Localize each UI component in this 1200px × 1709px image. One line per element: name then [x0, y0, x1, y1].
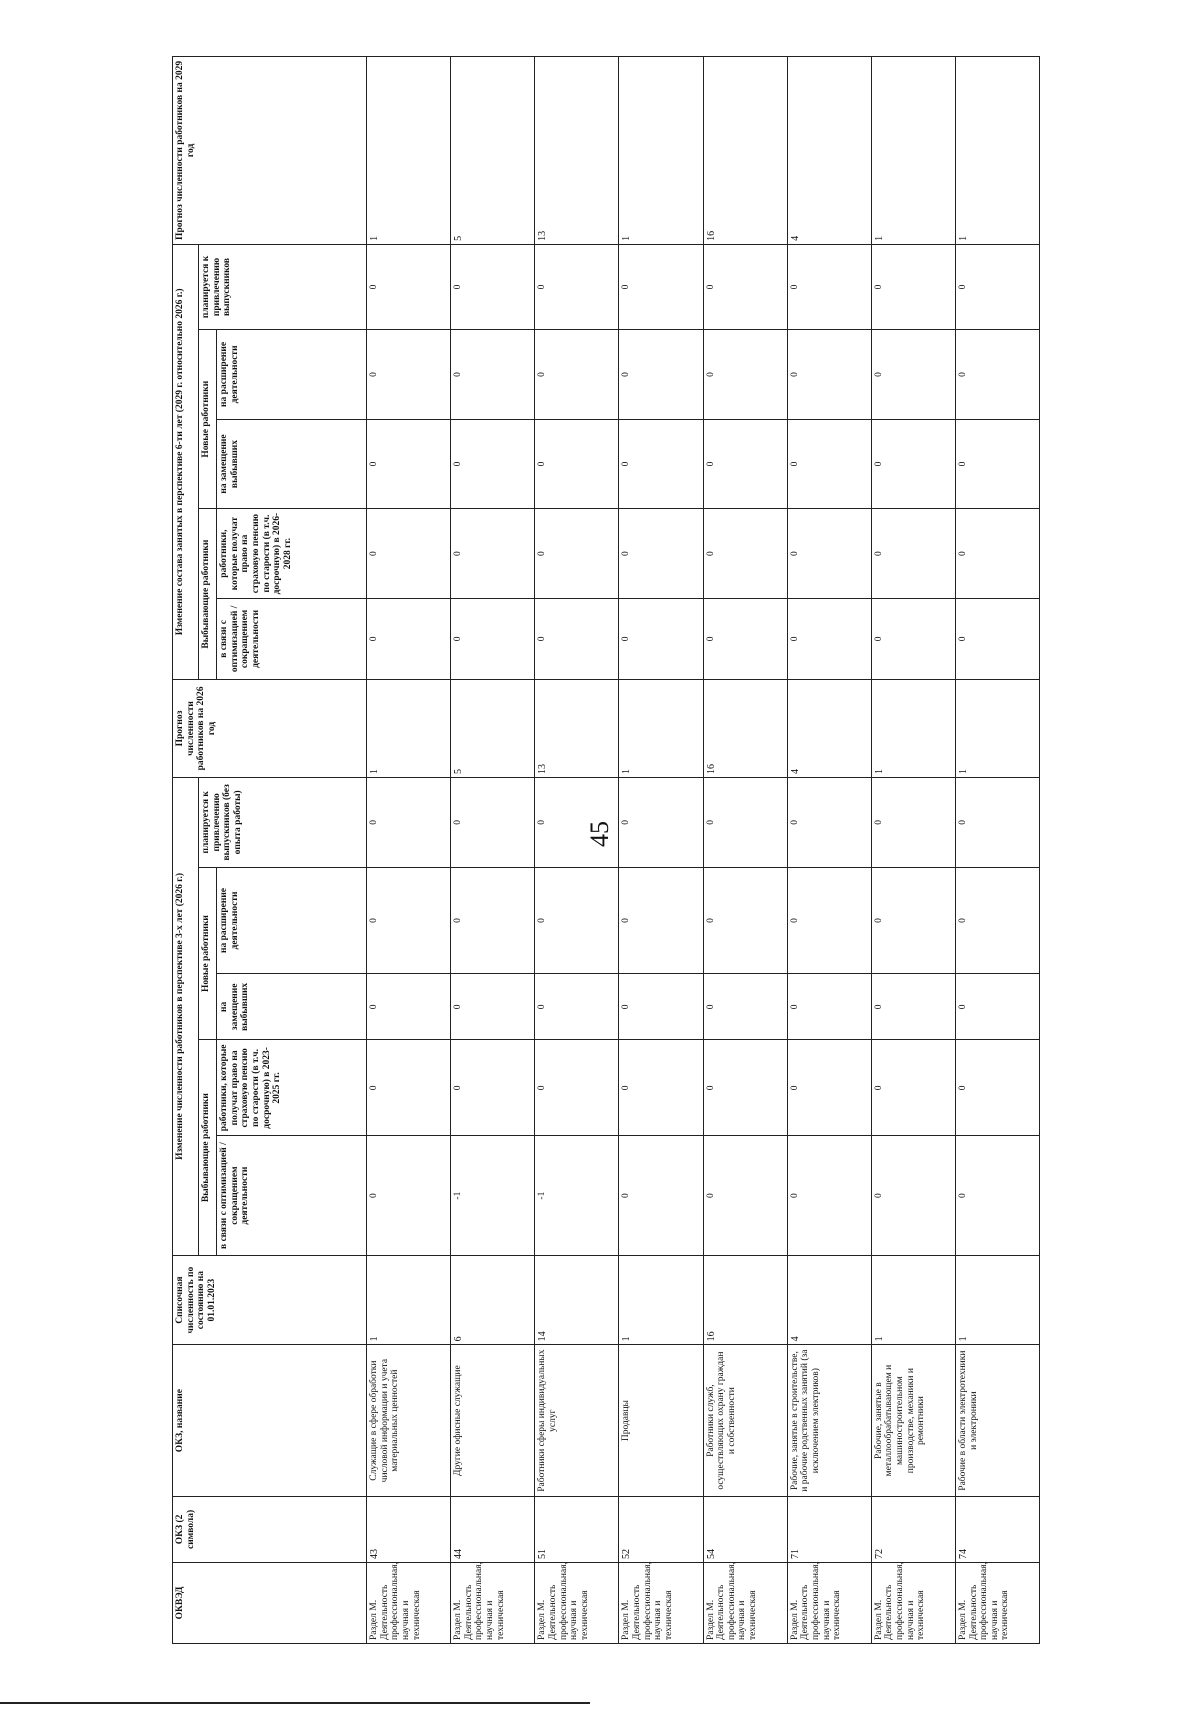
- cell-okz-name: Продавцы: [619, 1345, 703, 1496]
- cell-okved: Раздел М. Деятельность профессиональная, научная и техническая: [703, 1562, 787, 1643]
- cell-leaving-pension-3y: 0: [451, 1040, 535, 1136]
- cell-new-expand-6y: 0: [367, 330, 451, 420]
- cell-leaving-opt-6y: 0: [619, 598, 703, 679]
- cell-grads-6y: 0: [871, 244, 955, 329]
- cell-new-expand-6y: 0: [787, 330, 871, 420]
- cell-new-expand-6y: 0: [535, 330, 619, 420]
- cell-leaving-opt-6y: 0: [955, 598, 1039, 679]
- cell-leaving-pension-3y: 0: [787, 1040, 871, 1136]
- cell-headcount-2023: 16: [703, 1255, 787, 1345]
- cell-new-replace-3y: 0: [451, 974, 535, 1040]
- cell-leaving-pension-6y: 0: [535, 509, 619, 599]
- cell-grads-6y: 0: [787, 244, 871, 329]
- cell-leaving-opt-3y: -1: [451, 1136, 535, 1255]
- header-headcount-2023: Списочная численность по состоянию на 01.01.2023: [173, 1255, 367, 1345]
- cell-leaving-opt-3y: -1: [535, 1136, 619, 1255]
- cell-okved: Раздел М. Деятельность профессиональная, научная и техническая: [871, 1562, 955, 1643]
- cell-new-expand-3y: 0: [367, 867, 451, 974]
- header-leaving-6y: Выбывающие работники: [199, 509, 217, 680]
- cell-new-expand-6y: 0: [451, 330, 535, 420]
- cell-okved: Раздел М. Деятельность профессиональная, научная и техническая: [955, 1562, 1039, 1643]
- cell-forecast-2029: 16: [703, 57, 787, 245]
- cell-leaving-opt-6y: 0: [535, 598, 619, 679]
- cell-okved: Раздел М. Деятельность профессиональная, научная и техническая: [535, 1562, 619, 1643]
- cell-new-expand-6y: 0: [871, 330, 955, 420]
- cell-okz-name: Рабочие, занятые в строительстве, и рабочие родственных занятий (за исключением электриков): [787, 1345, 871, 1496]
- cell-leaving-opt-6y: 0: [787, 598, 871, 679]
- cell-leaving-opt-6y: 0: [367, 598, 451, 679]
- cell-forecast-2029: 13: [535, 57, 619, 245]
- cell-new-replace-6y: 0: [871, 419, 955, 509]
- cell-grads-3y: 0: [787, 778, 871, 868]
- cell-headcount-2023: 1: [955, 1255, 1039, 1345]
- cell-forecast-2026: 16: [703, 679, 787, 777]
- header-leaving-pension-6y: работники, которые получат право на страховую пенсию по старости (в т.ч. досрочную) в 2026-2028 гг.: [217, 509, 367, 599]
- header-new-6y: Новые работники: [199, 330, 217, 509]
- workforce-forecast-table: [172, 56, 1040, 1644]
- cell-new-replace-6y: 0: [367, 419, 451, 509]
- cell-new-expand-3y: 0: [451, 867, 535, 974]
- cell-new-replace-3y: 0: [535, 974, 619, 1040]
- cell-grads-6y: 0: [619, 244, 703, 329]
- table-row: [787, 57, 871, 1644]
- table-row: [535, 57, 619, 1644]
- cell-okz-name: Другие офисные служащие: [451, 1345, 535, 1496]
- cell-leaving-pension-3y: 0: [955, 1040, 1039, 1136]
- cell-grads-6y: 0: [703, 244, 787, 329]
- cell-new-expand-6y: 0: [619, 330, 703, 420]
- cell-leaving-pension-6y: 0: [451, 509, 535, 599]
- cell-okz-name: Рабочие, занятые в металлообрабатывающем и машиностроительном производстве, механики и ремонтники: [871, 1345, 955, 1496]
- cell-okz-code: 74: [955, 1496, 1039, 1562]
- cell-new-replace-6y: 0: [703, 419, 787, 509]
- cell-grads-3y: 0: [619, 778, 703, 868]
- cell-grads-3y: 0: [703, 778, 787, 868]
- header-leaving-opt-6y: в связи с оптимизацией / сокращением деятельности: [217, 598, 367, 679]
- cell-okz-name: Рабочие в области электротехники и электроники: [955, 1345, 1039, 1496]
- cell-new-expand-3y: 0: [535, 867, 619, 974]
- page-number: 45: [585, 821, 614, 847]
- cell-headcount-2023: 6: [451, 1255, 535, 1345]
- header-change-6y: Изменение состава занятых в перспективе 6-ти лет (2029 г. относительно 2026 г.): [173, 244, 199, 679]
- cell-leaving-pension-6y: 0: [871, 509, 955, 599]
- cell-new-replace-3y: 0: [619, 974, 703, 1040]
- cell-forecast-2029: 1: [955, 57, 1039, 245]
- cell-headcount-2023: 1: [619, 1255, 703, 1345]
- table-row: [955, 57, 1039, 1644]
- cell-okz-name: Служащие в сфере обработки числовой информации и учета материальных ценностей: [367, 1345, 451, 1496]
- cell-grads-6y: 0: [367, 244, 451, 329]
- cell-forecast-2029: 1: [367, 57, 451, 245]
- cell-forecast-2026: 1: [367, 679, 451, 777]
- cell-leaving-pension-3y: 0: [871, 1040, 955, 1136]
- cell-leaving-opt-6y: 0: [703, 598, 787, 679]
- cell-leaving-opt-3y: 0: [871, 1136, 955, 1255]
- cell-okz-name: Работники служб, осуществляющих охрану граждан и собственности: [703, 1345, 787, 1496]
- cell-new-replace-3y: 0: [703, 974, 787, 1040]
- header-grads-6y: планируется к привлечению выпускников: [199, 244, 367, 329]
- cell-headcount-2023: 4: [787, 1255, 871, 1345]
- cell-okved: Раздел М. Деятельность профессиональная, научная и техническая: [619, 1562, 703, 1643]
- cell-leaving-opt-3y: 0: [703, 1136, 787, 1255]
- cell-leaving-pension-6y: 0: [367, 509, 451, 599]
- cell-leaving-opt-3y: 0: [955, 1136, 1039, 1255]
- cell-okved: Раздел М. Деятельность профессиональная, научная и техническая: [787, 1562, 871, 1643]
- cell-new-expand-6y: 0: [703, 330, 787, 420]
- cell-okz-code: 71: [787, 1496, 871, 1562]
- rotated-table-container: [172, 56, 1040, 1644]
- cell-new-expand-3y: 0: [619, 867, 703, 974]
- header-new-3y: Новые работники: [199, 867, 217, 1040]
- header-new-replace-6y: на замещение выбывших: [217, 419, 367, 509]
- cell-okved: Раздел М. Деятельность профессиональная, научная и техническая: [367, 1562, 451, 1643]
- cell-leaving-opt-3y: 0: [787, 1136, 871, 1255]
- cell-leaving-pension-6y: 0: [703, 509, 787, 599]
- table-row: [451, 57, 535, 1644]
- header-leaving-pension-3y: работники, которые получат право на страховую пенсию по старости (в т.ч. досрочную) в 2023-2025 гг.: [217, 1040, 367, 1136]
- cell-okz-name: Работники сферы индивидуальных услуг: [535, 1345, 619, 1496]
- cell-grads-3y: 0: [871, 778, 955, 868]
- table-row: [619, 57, 703, 1644]
- header-okved: ОКВЭД: [173, 1562, 367, 1643]
- cell-leaving-opt-3y: 0: [367, 1136, 451, 1255]
- header-forecast-2029: Прогноз численности работников на 2029 год: [173, 57, 367, 245]
- header-okz-code: ОКЗ (2 символа): [173, 1496, 367, 1562]
- cell-grads-6y: 0: [535, 244, 619, 329]
- cell-new-replace-3y: 0: [871, 974, 955, 1040]
- cell-grads-3y: 0: [955, 778, 1039, 868]
- cell-forecast-2026: 5: [451, 679, 535, 777]
- header-leaving-opt-3y: в связи с оптимизацией / сокращением деятельности: [217, 1136, 367, 1255]
- cell-new-replace-3y: 0: [955, 974, 1039, 1040]
- cell-grads-6y: 0: [451, 244, 535, 329]
- cell-forecast-2026: 1: [955, 679, 1039, 777]
- cell-okz-code: 51: [535, 1496, 619, 1562]
- cell-new-replace-6y: 0: [535, 419, 619, 509]
- cell-leaving-pension-3y: 0: [535, 1040, 619, 1136]
- cell-okz-code: 44: [451, 1496, 535, 1562]
- header-new-expand-3y: на расширение деятельности: [217, 867, 367, 974]
- cell-forecast-2026: 13: [535, 679, 619, 777]
- cell-new-expand-6y: 0: [955, 330, 1039, 420]
- cell-grads-3y: 0: [535, 778, 619, 868]
- cell-leaving-pension-6y: 0: [955, 509, 1039, 599]
- cell-leaving-pension-3y: 0: [619, 1040, 703, 1136]
- cell-forecast-2029: 1: [871, 57, 955, 245]
- cell-forecast-2029: 4: [787, 57, 871, 245]
- cell-okz-code: 72: [871, 1496, 955, 1562]
- cell-forecast-2026: 1: [619, 679, 703, 777]
- cell-leaving-pension-6y: 0: [619, 509, 703, 599]
- cell-new-replace-6y: 0: [787, 419, 871, 509]
- cell-new-expand-3y: 0: [871, 867, 955, 974]
- cell-grads-3y: 0: [451, 778, 535, 868]
- table-row: [871, 57, 955, 1644]
- cell-leaving-opt-6y: 0: [451, 598, 535, 679]
- cell-forecast-2026: 4: [787, 679, 871, 777]
- cell-forecast-2026: 1: [871, 679, 955, 777]
- cell-new-replace-3y: 0: [367, 974, 451, 1040]
- cell-headcount-2023: 1: [871, 1255, 955, 1345]
- header-forecast-2026: Прогноз численности работников на 2026 год: [173, 679, 367, 777]
- cell-new-expand-3y: 0: [955, 867, 1039, 974]
- header-leaving-3y: Выбывающие работники: [199, 1040, 217, 1255]
- header-okz-name: ОКЗ, название: [173, 1345, 367, 1496]
- cell-grads-6y: 0: [955, 244, 1039, 329]
- table-row: [367, 57, 451, 1644]
- cell-okz-code: 43: [367, 1496, 451, 1562]
- table-row: [703, 57, 787, 1644]
- cell-headcount-2023: 1: [367, 1255, 451, 1345]
- cell-forecast-2029: 5: [451, 57, 535, 245]
- cell-new-expand-3y: 0: [703, 867, 787, 974]
- cell-leaving-pension-3y: 0: [703, 1040, 787, 1136]
- cell-okz-code: 52: [619, 1496, 703, 1562]
- cell-okved: Раздел М. Деятельность профессиональная, научная и техническая: [451, 1562, 535, 1643]
- header-grads-3y: планируется к привлечению выпускников (без опыта работы): [199, 778, 367, 868]
- cell-new-replace-3y: 0: [787, 974, 871, 1040]
- header-new-expand-6y: на расширение деятельности: [217, 330, 367, 420]
- cell-new-replace-6y: 0: [451, 419, 535, 509]
- cell-forecast-2029: 1: [619, 57, 703, 245]
- cell-new-replace-6y: 0: [619, 419, 703, 509]
- cell-grads-3y: 0: [367, 778, 451, 868]
- cell-new-replace-6y: 0: [955, 419, 1039, 509]
- cell-leaving-pension-3y: 0: [367, 1040, 451, 1136]
- cell-leaving-opt-6y: 0: [871, 598, 955, 679]
- cell-new-expand-3y: 0: [787, 867, 871, 974]
- header-new-replace-3y: на замещение выбывших: [217, 974, 367, 1040]
- cell-okz-code: 54: [703, 1496, 787, 1562]
- header-change-3y: Изменение численности работников в перспективе 3-х лет (2026 г.): [173, 778, 199, 1256]
- cell-leaving-pension-6y: 0: [787, 509, 871, 599]
- cell-leaving-opt-3y: 0: [619, 1136, 703, 1255]
- bottom-rule: [0, 1702, 590, 1704]
- cell-headcount-2023: 14: [535, 1255, 619, 1345]
